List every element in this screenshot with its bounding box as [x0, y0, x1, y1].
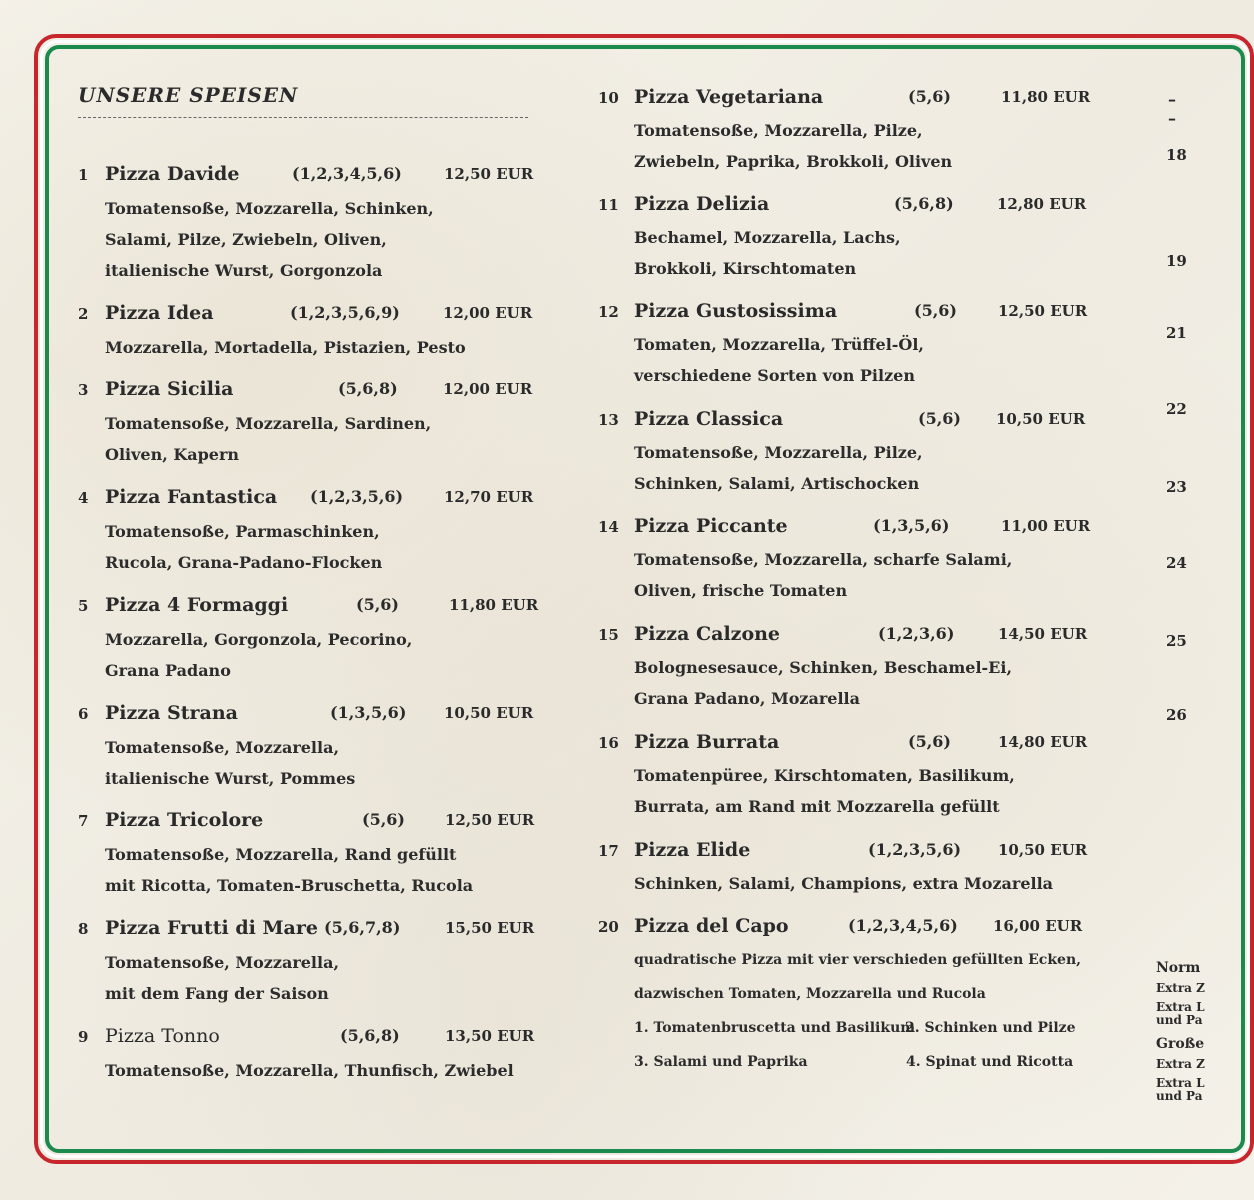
item-desc-line: Tomatensoße, Mozzarella, [105, 953, 340, 972]
item-desc-line: Mozzarella, Gorgonzola, Pecorino, [105, 630, 413, 649]
item-desc-line: Tomatensoße, Mozzarella, [105, 738, 340, 757]
item-allergens: (5,6) [362, 810, 405, 829]
edge-item-number: 23 [1166, 478, 1187, 496]
item-desc-line: Schinken, Salami, Champions, extra Mozarella [634, 874, 1054, 893]
item-number: 4 [78, 489, 89, 507]
edge-gross-line: Extra Z [1156, 1057, 1205, 1071]
edge-norm-line: und Pa [1156, 1013, 1203, 1027]
item-number: 5 [78, 597, 89, 615]
item-allergens: (5,6) [908, 732, 951, 751]
item-price: 15,50 EUR [445, 919, 535, 937]
item-price: 12,50 EUR [444, 165, 534, 183]
item-allergens: (5,6) [918, 409, 961, 428]
item-desc-line: quadratische Pizza mit vier verschieden gefüllten Ecken, [634, 952, 1081, 968]
item-allergens: (1,3,5,6) [330, 703, 407, 722]
item-number: 16 [598, 734, 619, 752]
edge-item-number: 22 [1166, 400, 1187, 418]
item-name: Pizza Idea [105, 302, 214, 324]
item-name: Pizza Burrata [634, 731, 780, 753]
item-name: Pizza Delizia [634, 193, 770, 215]
item-desc-line: Tomatensoße, Mozzarella, Pilze, [634, 121, 923, 140]
item-desc-line: verschiedene Sorten von Pilzen [634, 366, 915, 385]
item-name: Pizza Sicilia [105, 378, 234, 400]
capo-corner-2: 2. Schinken und Pilze [905, 1020, 1076, 1036]
item-number: 1 [78, 166, 89, 184]
item-desc-line: Salami, Pilze, Zwiebeln, Oliven, [105, 230, 387, 249]
edge-item-number: 19 [1166, 252, 1187, 270]
item-desc-line: Tomatensoße, Parmaschinken, [105, 522, 380, 541]
item-allergens: (1,2,3,4,5,6) [848, 916, 958, 935]
edge-gross-line: und Pa [1156, 1089, 1203, 1103]
item-desc-line: Bolognesesauce, Schinken, Beschamel-Ei, [634, 658, 1013, 677]
item-name: Pizza Calzone [634, 623, 781, 645]
item-number: 11 [598, 196, 619, 214]
item-desc-line: Oliven, Kapern [105, 445, 240, 464]
item-allergens: (1,2,3,6) [878, 624, 955, 643]
item-price: 12,00 EUR [443, 380, 533, 398]
edge-item-number: 24 [1166, 554, 1187, 572]
item-number: 9 [78, 1028, 89, 1046]
edge-item-number: 18 [1166, 146, 1187, 164]
item-price: 12,70 EUR [444, 488, 534, 506]
capo-corner-3: 3. Salami und Paprika [634, 1054, 808, 1070]
item-desc-line: Brokkoli, Kirschtomaten [634, 259, 857, 278]
item-price: 14,50 EUR [998, 625, 1088, 643]
edge-item-number: 25 [1166, 632, 1187, 650]
item-number: 20 [598, 918, 619, 936]
item-desc-line: italienische Wurst, Pommes [105, 769, 356, 788]
edge-norm-line: Extra L [1156, 1000, 1205, 1014]
item-desc-line: Tomatensoße, Mozzarella, Schinken, [105, 199, 434, 218]
item-price: 14,80 EUR [998, 733, 1088, 751]
item-desc-line: Rucola, Grana-Padano-Flocken [105, 553, 383, 572]
item-price: 16,00 EUR [993, 917, 1083, 935]
item-desc-line: italienische Wurst, Gorgonzola [105, 261, 383, 280]
item-number: 13 [598, 411, 619, 429]
item-name: Pizza Elide [634, 839, 751, 861]
item-price: 10,50 EUR [996, 410, 1086, 428]
item-number: 7 [78, 812, 89, 830]
item-name: Pizza Frutti di Mare [105, 917, 318, 939]
edge-dash: – – [1168, 90, 1180, 128]
item-allergens: (5,6,8) [338, 379, 398, 398]
item-desc-line: Tomatensoße, Mozzarella, scharfe Salami, [634, 550, 1013, 569]
item-name: Pizza Davide [105, 163, 240, 185]
item-name: Pizza Tricolore [105, 809, 264, 831]
capo-corner-4: 4. Spinat und Ricotta [906, 1054, 1074, 1070]
item-price: 11,80 EUR [1001, 88, 1091, 106]
menu-heading: UNSERE SPEISEN [78, 83, 299, 107]
item-desc-line: Bechamel, Mozzarella, Lachs, [634, 228, 901, 247]
item-desc-line: Tomatensoße, Mozzarella, Thunfisch, Zwiebel [105, 1061, 514, 1080]
item-desc-line: Grana Padano [105, 661, 231, 680]
item-number: 8 [78, 920, 89, 938]
item-desc-line: Grana Padano, Mozarella [634, 689, 860, 708]
item-desc-line: Tomatensoße, Mozzarella, Pilze, [634, 443, 923, 462]
item-desc-line: Mozzarella, Mortadella, Pistazien, Pesto [105, 338, 466, 357]
edge-gross-heading: Große [1156, 1036, 1205, 1052]
item-number: 10 [598, 89, 619, 107]
item-allergens: (5,6,8) [340, 1026, 400, 1045]
heading-divider [78, 117, 528, 118]
item-price: 11,80 EUR [449, 596, 539, 614]
item-price: 10,50 EUR [444, 704, 534, 722]
item-desc-line: Burrata, am Rand mit Mozzarella gefüllt [634, 797, 1000, 816]
item-desc-line: mit dem Fang der Saison [105, 984, 329, 1003]
item-price: 12,80 EUR [997, 195, 1087, 213]
edge-item-number: 21 [1166, 324, 1187, 342]
item-allergens: (1,2,3,5,6) [310, 487, 404, 506]
item-allergens: (5,6) [914, 301, 957, 320]
item-number: 6 [78, 705, 89, 723]
item-name: Pizza Piccante [634, 515, 788, 537]
item-desc-line: Oliven, frische Tomaten [634, 581, 848, 600]
item-allergens: (5,6) [356, 595, 399, 614]
item-name: Pizza del Capo [634, 915, 789, 937]
item-number: 17 [598, 842, 619, 860]
item-price: 12,00 EUR [443, 304, 533, 322]
item-number: 3 [78, 381, 89, 399]
item-desc-line: dazwischen Tomaten, Mozzarella und Rucola [634, 986, 986, 1002]
item-allergens: (1,3,5,6) [873, 516, 950, 535]
item-allergens: (1,2,3,4,5,6) [292, 164, 402, 183]
item-number: 2 [78, 305, 89, 323]
item-number: 15 [598, 626, 619, 644]
item-price: 11,00 EUR [1001, 517, 1091, 535]
item-desc-line: mit Ricotta, Tomaten-Bruschetta, Rucola [105, 876, 474, 895]
item-number: 14 [598, 518, 619, 536]
item-price: 13,50 EUR [445, 1027, 535, 1045]
item-name: Pizza Tonno [105, 1025, 220, 1047]
item-name: Pizza Strana [105, 702, 238, 724]
item-desc-line: Tomaten, Mozzarella, Trüffel-Öl, [634, 335, 924, 354]
item-allergens: (1,2,3,5,6,9) [290, 303, 400, 322]
item-price: 12,50 EUR [998, 302, 1088, 320]
item-allergens: (5,6) [908, 87, 951, 106]
edge-norm-line: Extra Z [1156, 981, 1205, 995]
item-desc-line: Zwiebeln, Paprika, Brokkoli, Oliven [634, 152, 953, 171]
item-desc-line: Tomatensoße, Mozzarella, Rand gefüllt [105, 845, 457, 864]
item-desc-line: Schinken, Salami, Artischocken [634, 474, 920, 493]
item-desc-line: Tomatenpüree, Kirschtomaten, Basilikum, [634, 766, 1015, 785]
edge-norm-heading: Norm [1156, 960, 1201, 976]
item-allergens: (5,6,7,8) [324, 918, 401, 937]
item-name: Pizza Fantastica [105, 486, 278, 508]
item-price: 10,50 EUR [998, 841, 1088, 859]
edge-gross-line: Extra L [1156, 1076, 1205, 1090]
item-name: Pizza Gustosissima [634, 300, 838, 322]
item-desc-line: Tomatensoße, Mozzarella, Sardinen, [105, 414, 432, 433]
edge-item-number: 26 [1166, 706, 1187, 724]
item-name: Pizza 4 Formaggi [105, 594, 289, 616]
item-allergens: (1,2,3,5,6) [868, 840, 962, 859]
capo-corner-1: 1. Tomatenbruscetta und Basilikum [634, 1020, 916, 1036]
item-price: 12,50 EUR [445, 811, 535, 829]
item-name: Pizza Vegetariana [634, 86, 824, 108]
item-name: Pizza Classica [634, 408, 784, 430]
item-allergens: (5,6,8) [894, 194, 954, 213]
item-number: 12 [598, 303, 619, 321]
